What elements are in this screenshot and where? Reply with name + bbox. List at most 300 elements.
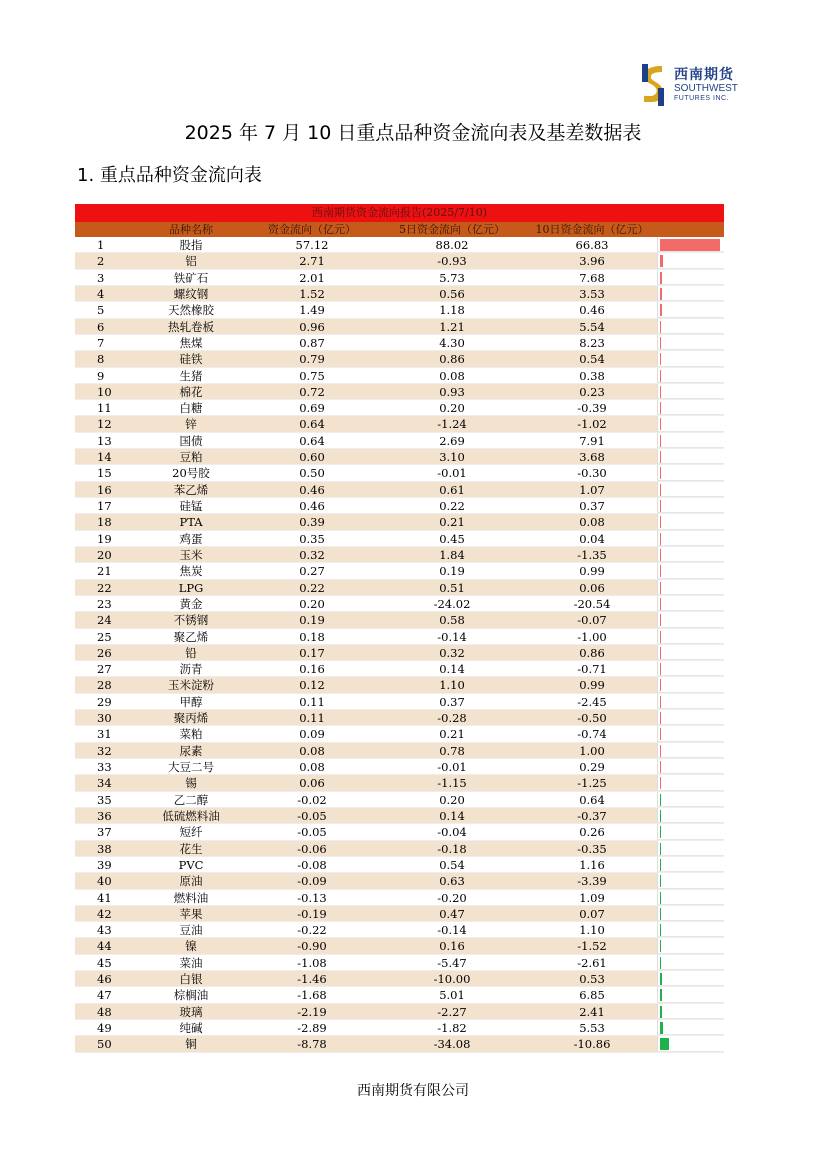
row-bar-cell [657,237,724,252]
row-bar-cell [657,433,724,448]
row-flow-5d: -0.14 [437,923,467,938]
row-name: 棕榈油 [173,988,209,1003]
row-index: 45 [97,955,112,970]
row-name: 鸡蛋 [179,531,203,546]
row-flow-5d: 4.30 [439,335,465,350]
table-row [75,971,724,987]
row-flow: 0.72 [299,384,325,399]
flow-bar [660,418,661,430]
row-flow-5d: -0.20 [437,890,467,905]
row-flow: -2.19 [297,1004,327,1019]
row-flow-5d: -0.93 [437,254,467,269]
flow-bar [660,810,661,822]
row-flow-10d: -0.35 [577,841,607,856]
row-flow: 2.71 [299,254,325,269]
row-name: 菜油 [179,955,203,970]
row-bar-cell [657,335,724,350]
row-index: 32 [97,743,112,758]
row-name: 低硫燃料油 [162,808,220,823]
row-flow: -0.08 [297,857,327,872]
row-name: PVC [178,857,204,872]
table-banner: 西南期货资金流向报告(2025/7/10) [75,204,724,222]
table-row [75,1004,724,1020]
row-flow-5d: 0.32 [439,645,465,660]
row-flow: 0.08 [299,743,325,758]
row-index: 44 [97,939,112,954]
row-flow-10d: -20.54 [573,596,611,611]
row-flow-5d: 0.56 [439,286,465,301]
row-flow-5d: 0.20 [439,792,465,807]
table-row [75,873,724,889]
row-name: 豆油 [179,923,203,938]
row-flow-5d: -0.04 [437,825,467,840]
row-flow-10d: 0.23 [579,384,605,399]
row-index: 25 [97,629,112,644]
row-flow-5d: -5.47 [437,955,467,970]
row-flow-10d: 3.68 [579,450,605,465]
row-bar-cell [657,922,724,937]
flow-bar [660,761,661,773]
row-index: 18 [97,515,112,530]
row-index: 36 [97,808,112,823]
table-row [75,368,724,384]
row-index: 49 [97,1021,112,1035]
row-bar-cell [657,710,724,725]
row-flow-5d: 1.84 [439,547,465,562]
row-flow-5d: 0.21 [439,515,465,530]
table-row [75,547,724,563]
row-name: 菜粕 [179,727,203,742]
row-flow-5d: 1.10 [439,678,465,693]
row-flow-5d: 0.93 [439,384,465,399]
flow-bar [660,500,661,512]
row-flow-10d: 0.53 [579,972,605,987]
row-index: 35 [97,792,112,807]
row-bar-cell [657,694,724,709]
row-flow: -8.78 [297,1037,327,1052]
flow-bar [660,304,662,316]
row-flow-5d: -24.02 [433,596,471,611]
row-flow-10d: 0.46 [579,303,605,318]
row-bar-cell [657,384,724,399]
row-flow-5d: -0.28 [437,711,467,726]
row-index: 47 [97,988,112,1003]
flow-bar [660,1038,669,1050]
row-bar-cell [657,987,724,1002]
flow-bar [660,957,661,969]
flow-bar [660,239,720,251]
row-index: 50 [97,1037,112,1052]
row-flow: 1.52 [299,286,325,301]
row-flow: 0.35 [299,531,325,546]
row-flow: 2.01 [299,270,325,285]
flow-bar [660,777,661,789]
row-flow: 0.75 [299,368,325,383]
row-flow: 0.96 [299,319,325,334]
table-row [75,449,724,465]
row-flow-5d: 0.63 [439,874,465,889]
flow-bar [660,712,661,724]
row-index: 22 [97,580,112,595]
row-flow-5d: 0.61 [439,482,465,497]
row-name: 铅 [185,645,197,660]
row-flow: 0.39 [299,515,325,530]
row-index: 43 [97,923,112,938]
row-flow: 0.32 [299,547,325,562]
row-flow: -0.19 [297,906,327,921]
table-row [75,792,724,808]
row-name: 白糖 [179,401,203,416]
row-bar-cell [657,270,724,285]
row-flow-10d: -1.35 [577,547,607,562]
table-row [75,694,724,710]
row-bar-cell [657,1004,724,1019]
row-index: 2 [97,254,105,269]
row-flow: 0.11 [299,694,325,709]
flow-bar [660,402,661,414]
row-flow-10d: -1.02 [577,417,607,432]
row-flow-5d: 0.47 [439,906,465,921]
row-flow-5d: -0.01 [437,760,467,774]
flow-bar [660,1022,663,1034]
row-flow-10d: -0.30 [577,466,607,481]
row-name: 20号胶 [172,466,210,481]
footer-company: 西南期货有限公司 [357,1083,469,1099]
table-row [75,726,724,742]
row-index: 40 [97,874,112,889]
row-name: 锡 [185,776,197,791]
row-name: 纯碱 [179,1021,203,1035]
row-flow-10d: -0.74 [577,727,607,742]
row-flow: -0.09 [297,874,327,889]
flow-bar [660,337,661,349]
row-flow-10d: 5.53 [579,1021,605,1035]
row-flow-5d: 0.20 [439,401,465,416]
row-index: 11 [97,401,112,416]
row-index: 46 [97,972,112,987]
row-flow-10d: 6.85 [579,988,605,1003]
row-bar-cell [657,319,724,334]
row-flow-10d: 2.41 [579,1004,605,1019]
row-index: 8 [97,352,105,367]
row-flow: -0.02 [297,792,327,807]
row-bar-cell [657,661,724,676]
table-row [75,253,724,269]
table-row [75,465,724,481]
row-name: 不锈钢 [173,613,209,628]
row-flow-5d: -0.14 [437,629,467,644]
flow-bar [660,288,662,300]
row-flow: 0.17 [299,645,325,660]
row-bar-cell [657,873,724,888]
table-row [75,629,724,645]
row-bar-cell [657,514,724,529]
flow-bar [660,582,661,594]
flow-bar [660,794,661,806]
row-name: 铜 [185,1037,197,1052]
row-flow-10d: 1.09 [579,890,605,905]
flow-bar [660,565,661,577]
row-bar-cell [657,841,724,856]
row-flow-10d: 0.04 [579,531,605,546]
row-bar-cell [657,677,724,692]
row-flow-5d: -0.01 [437,466,467,481]
row-flow-10d: -2.61 [577,955,607,970]
row-flow-5d: -1.82 [437,1021,467,1035]
table-row [75,841,724,857]
row-name: LPG [178,580,204,595]
flow-bar [660,663,661,675]
row-flow-10d: -1.00 [577,629,607,644]
row-bar-cell [657,302,724,317]
page-title: 2025 年 7 月 10 日重点品种资金流向表及基差数据表 [184,122,642,144]
row-bar-cell [657,645,724,660]
table-row [75,612,724,628]
row-flow: 0.46 [299,482,325,497]
row-flow-10d: 0.06 [579,580,605,595]
row-flow-5d: 2.69 [439,433,465,448]
table-row [75,416,724,432]
row-flow-5d: 0.58 [439,613,465,628]
row-bar-cell [657,726,724,741]
flow-bar [660,989,662,1001]
row-index: 12 [97,417,112,432]
flow-bar [660,631,661,643]
row-bar-cell [657,759,724,774]
row-index: 20 [97,547,112,562]
row-name: 苯乙烯 [173,482,209,497]
row-flow-5d: -34.08 [433,1037,471,1052]
row-flow-10d: 1.10 [579,923,605,938]
table-row [75,775,724,791]
row-name: 沥青 [179,662,203,677]
table-row [75,384,724,400]
row-bar-cell [657,351,724,366]
row-flow-5d: 0.08 [439,368,465,383]
row-flow: -1.68 [297,988,327,1003]
row-flow-10d: 66.83 [575,238,609,252]
row-flow-10d: 1.07 [579,482,605,497]
row-index: 5 [97,303,105,318]
flow-bar [660,549,661,561]
row-bar-cell [657,857,724,872]
flow-bar [660,321,661,333]
row-flow: -0.22 [297,923,327,938]
row-flow-5d: 0.14 [439,808,465,823]
row-name: 甲醇 [179,694,203,709]
row-flow-10d: -0.71 [577,662,607,677]
row-flow: 0.12 [299,678,325,693]
row-flow-5d: 88.02 [435,238,469,252]
header-flow-10d: 10日资金流向（亿元） [535,223,649,236]
row-flow: 1.49 [299,303,325,318]
row-flow-10d: -1.52 [577,939,607,954]
row-flow: 0.64 [299,433,325,448]
header-flow-5d: 5日资金流向（亿元） [399,223,505,236]
table-row [75,286,724,302]
fund-flow-table [75,204,724,1053]
flow-bar [660,908,661,920]
row-index: 10 [97,384,112,399]
row-flow-10d: 0.07 [579,906,605,921]
row-flow-5d: -1.15 [437,776,467,791]
row-bar-cell [657,416,724,431]
row-index: 3 [97,270,105,285]
row-flow-5d: 1.18 [439,303,465,318]
row-flow-10d: 1.16 [579,857,605,872]
row-name: 玉米淀粉 [168,678,214,693]
row-flow-5d: 1.21 [439,319,465,334]
row-name: 镍 [185,939,197,954]
row-index: 1 [97,238,105,252]
row-bar-cell [657,743,724,758]
table-row [75,319,724,335]
row-flow: 0.16 [299,662,325,677]
row-flow-10d: 0.26 [579,825,605,840]
flow-bar [660,940,661,952]
row-bar-cell [657,629,724,644]
flow-bar [660,353,661,365]
table-row [75,237,724,253]
row-name: 股指 [179,238,203,252]
table-row [75,302,724,318]
flow-bar [660,647,661,659]
row-flow-5d: 0.14 [439,662,465,677]
row-index: 7 [97,335,105,350]
row-flow-5d: 0.22 [439,499,465,513]
row-flow-10d: -1.25 [577,776,607,791]
row-index: 33 [97,760,112,774]
row-index: 13 [97,433,112,448]
row-name: 聚乙烯 [173,629,209,644]
row-index: 26 [97,645,112,660]
row-index: 48 [97,1004,112,1019]
row-index: 27 [97,662,112,677]
row-name: 热轧卷板 [168,319,214,334]
row-index: 24 [97,613,112,628]
row-index: 9 [97,368,105,383]
row-flow-5d: 0.19 [439,564,465,579]
row-name: 玉米 [179,547,203,562]
row-bar-cell [657,563,724,578]
row-flow-10d: 0.86 [579,645,605,660]
row-index: 29 [97,694,112,709]
row-bar-cell [657,482,724,497]
row-flow: 57.12 [295,238,329,252]
flow-bar [660,679,661,691]
flow-bar [660,696,661,708]
row-name: 尿素 [179,743,203,758]
table-row [75,270,724,286]
row-bar-cell [657,400,724,415]
header-name: 品种名称 [169,223,213,236]
row-name: 燃料油 [173,890,209,905]
table-row [75,759,724,775]
row-name: 铁矿石 [173,270,209,285]
header-index [75,222,135,237]
table-row [75,400,724,416]
table-row [75,1020,724,1036]
table-body [75,237,724,1053]
row-bar-cell [657,890,724,905]
row-flow-10d: 3.53 [579,286,605,301]
row-flow: 0.50 [299,466,325,481]
row-flow-5d: -1.24 [437,417,467,432]
row-name: 聚丙烯 [173,711,209,726]
row-name: 铝 [185,254,197,269]
row-flow: 0.69 [299,401,325,416]
table-row [75,710,724,726]
row-bar-cell [657,775,724,790]
row-flow: 0.11 [299,711,325,726]
row-name: 黄金 [179,596,203,611]
row-flow: 0.60 [299,450,325,465]
row-flow-10d: -0.07 [577,613,607,628]
row-flow: 0.79 [299,352,325,367]
row-flow: 0.09 [299,727,325,742]
flow-bar [660,892,661,904]
row-flow-10d: -3.39 [577,874,607,889]
row-flow-10d: -0.37 [577,808,607,823]
row-index: 30 [97,711,112,726]
row-flow-10d: -10.86 [573,1037,611,1052]
row-bar-cell [657,547,724,562]
row-flow-5d: 0.21 [439,727,465,742]
flow-bar [660,255,663,267]
table-row [75,433,724,449]
row-name: 大豆二号 [168,760,214,774]
row-bar-cell [657,792,724,807]
row-name: 国债 [179,433,203,448]
row-index: 37 [97,825,112,840]
row-name: 原油 [179,874,203,889]
flow-bar [660,614,661,626]
logo-english-subname: FUTURES INC. [674,95,729,102]
flow-bar [660,875,661,887]
header-flow: 资金流向（亿元） [268,223,356,236]
row-flow-5d: 3.10 [439,450,465,465]
table-header-row [75,222,724,237]
flow-bar [660,843,661,855]
flow-bar [660,484,661,496]
row-flow-10d: 0.37 [579,499,605,513]
row-flow: 0.06 [299,776,325,791]
row-flow-10d: -0.50 [577,711,607,726]
company-logo [640,62,760,108]
flow-bar [660,435,661,447]
flow-bar [660,973,662,985]
flow-bar [660,728,661,740]
row-index: 4 [97,286,105,301]
row-flow-5d: 0.45 [439,531,465,546]
row-flow: -0.05 [297,808,327,823]
row-name: 白银 [179,972,203,987]
row-flow-5d: -0.18 [437,841,467,856]
row-name: 短纤 [179,825,203,840]
row-flow: -0.13 [297,890,327,905]
table-row [75,596,724,612]
logo-english-name: SOUTHWEST [674,83,738,94]
row-index: 6 [97,319,105,334]
row-bar-cell [657,286,724,301]
row-bar-cell [657,531,724,546]
table-row [75,482,724,498]
row-bar-cell [657,612,724,627]
row-flow-10d: 7.68 [579,270,605,285]
row-index: 41 [97,890,112,905]
row-bar-cell [657,971,724,986]
table-row [75,580,724,596]
